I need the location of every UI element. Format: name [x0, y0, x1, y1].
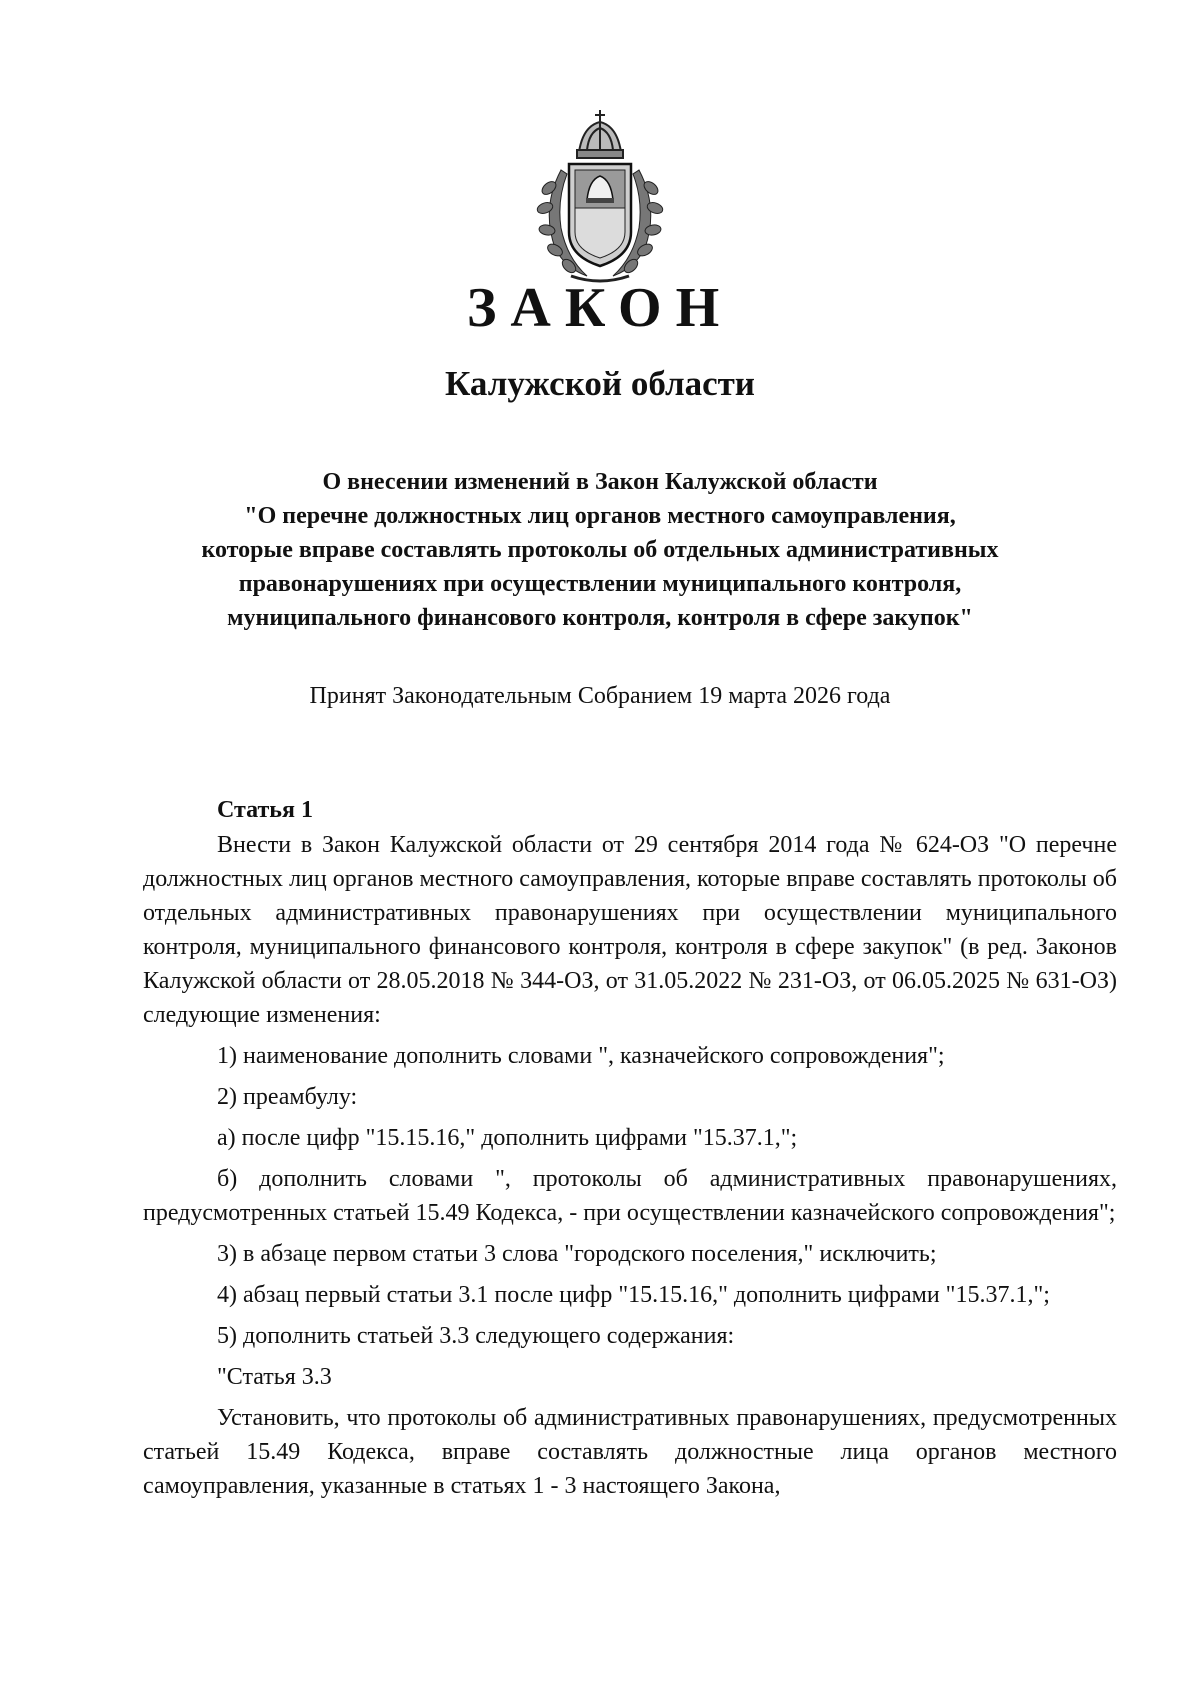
article-body [143, 828, 1117, 1510]
article-paragraph: 2) преамбулу: [217, 1084, 358, 1110]
article-paragraph: Внести в Закон Калужской области от 29 сентября 2014 года № 624-ОЗ "О перечне должностных лиц органов местного самоуправления, которые вправе составлять протоколы об отдельных административных правонарушениях при осуществлении муниципального контроля, муниципального финансового контроля, контроля в сфере закупок" (в ред. Законов Калужской области от 28.05.2018 № 344-ОЗ, от 31.05.2022 № 231-ОЗ, от 06.05.2025 № 631-ОЗ) следующие изменения: [143, 832, 1117, 1028]
article-paragraph: Установить, что протоколы об административных правонарушениях, предусмотренных статьей 15.49 Кодекса, вправе составлять должностные лица органов местного самоуправления, указанные в статьях 1 - 3 настоящего Закона, [143, 1405, 1117, 1499]
document-title: ЗАКОН [466, 277, 734, 339]
article-paragraph: 5) дополнить статьей 3.3 следующего содержания: [217, 1323, 735, 1349]
article-paragraph: 4) абзац первый статьи 3.1 после цифр "15.15.16," дополнить цифрами "15.37.1,"; [217, 1282, 1050, 1308]
coat-of-arms-icon [531, 108, 669, 288]
article-paragraph: "Статья 3.3 [217, 1364, 332, 1390]
subject-line: муниципального финансового контроля, контроля в сфере закупок" [227, 605, 973, 631]
subject-line: которые вправе составлять протоколы об отдельных административных [201, 537, 999, 563]
article-paragraph: 3) в абзаце первом статьи 3 слова "городского поселения," исключить; [217, 1241, 937, 1267]
article-paragraph: б) дополнить словами ", протоколы об административных правонарушениях, предусмотренных статьей 15.49 Кодекса, - при осуществлении казначейского сопровождения"; [143, 1166, 1117, 1226]
region-name: Калужской области [445, 364, 755, 403]
article-paragraph: а) после цифр "15.15.16," дополнить цифрами "15.37.1,"; [217, 1125, 798, 1151]
subject-line: правонарушениях при осуществлении муниципального контроля, [238, 571, 962, 597]
subject-line: "О перечне должностных лиц органов местного самоуправления, [244, 503, 956, 529]
article-heading: Статья 1 [217, 797, 313, 823]
law-subject [0, 465, 1200, 635]
subject-line: О внесении изменений в Закон Калужской области [322, 469, 878, 495]
article-paragraph: 1) наименование дополнить словами ", казначейского сопровождения"; [217, 1043, 945, 1069]
adoption-date-line: Принят Законодательным Собранием 19 марта 2026 года [309, 683, 891, 709]
